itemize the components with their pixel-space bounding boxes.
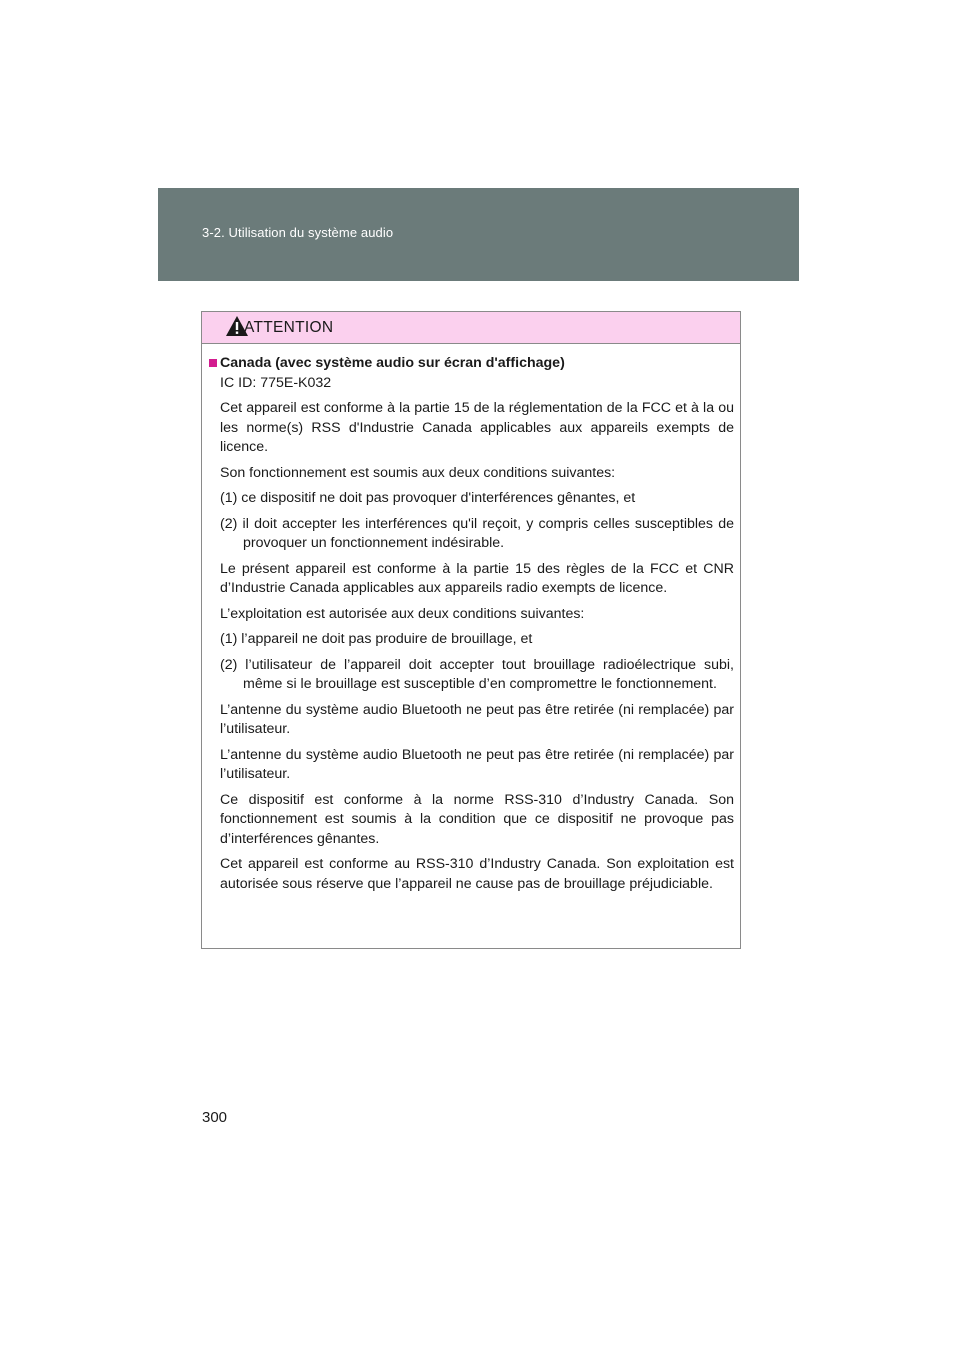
paragraph: Cet appareil est conforme à la partie 15 de la réglementation de la FCC et à la ou les norme(s) RSS d'Industrie Canada applicables aux appareils exempts de licence. xyxy=(220,400,734,455)
attention-header xyxy=(202,312,740,344)
paragraph: Ce dispositif est conforme à la norme RSS-310 d’Industry Canada. Son fonctionnement est soumis à la condition que ce dispositif ne provoque pas d’interférences gênantes. xyxy=(220,791,734,847)
numbered-item: (2) l’utilisateur de l’appareil doit accepter tout brouillage radioélectrique subi, même si le brouillage est susceptible d’en compromettre le fonctionnement. xyxy=(220,656,734,692)
paragraph: Son fonctionnement est soumis aux deux conditions suivantes: xyxy=(220,464,616,481)
paragraph: Le présent appareil est conforme à la partie 15 des règles de la FCC et CNR d’Industrie Canada applicables aux appareils radio exempts de licence. xyxy=(220,560,734,596)
attention-box xyxy=(201,311,741,949)
numbered-item: (2) il doit accepter les interférences qu'il reçoit, y compris celles susceptibles de provoquer un fonctionnement indésirable. xyxy=(220,515,734,551)
numbered-item: (1) ce dispositif ne doit pas provoquer d'interférences gênantes, et xyxy=(220,490,636,506)
paragraph: L’antenne du système audio Bluetooth ne peut pas être retirée (ni remplacée) par l’utilisateur. xyxy=(220,701,734,737)
section-heading-text: Canada (avec système audio sur écran d'affichage) xyxy=(220,355,565,371)
section-header-band xyxy=(158,188,799,281)
attention-section-heading xyxy=(209,354,734,374)
page-number: 300 xyxy=(202,1109,228,1126)
attention-body xyxy=(209,354,734,900)
ic-id-text: IC ID: 775E-K032 xyxy=(220,374,332,391)
paragraph: Cet appareil est conforme au RSS-310 d’Industry Canada. Son exploitation est autorisée sous réserve que l’appareil ne cause pas de brouillage préjudiciable. xyxy=(220,856,734,892)
paragraph: L’exploitation est autorisée aux deux conditions suivantes: xyxy=(220,605,585,622)
paragraph: L’antenne du système audio Bluetooth ne peut pas être retirée (ni remplacée) par l’utilisateur. xyxy=(220,746,734,782)
attention-title: ATTENTION xyxy=(244,319,334,336)
numbered-item: (1) l’appareil ne doit pas produire de brouillage, et xyxy=(220,631,533,647)
square-bullet-icon xyxy=(209,359,217,367)
section-title: 3-2. Utilisation du système audio xyxy=(202,225,394,240)
